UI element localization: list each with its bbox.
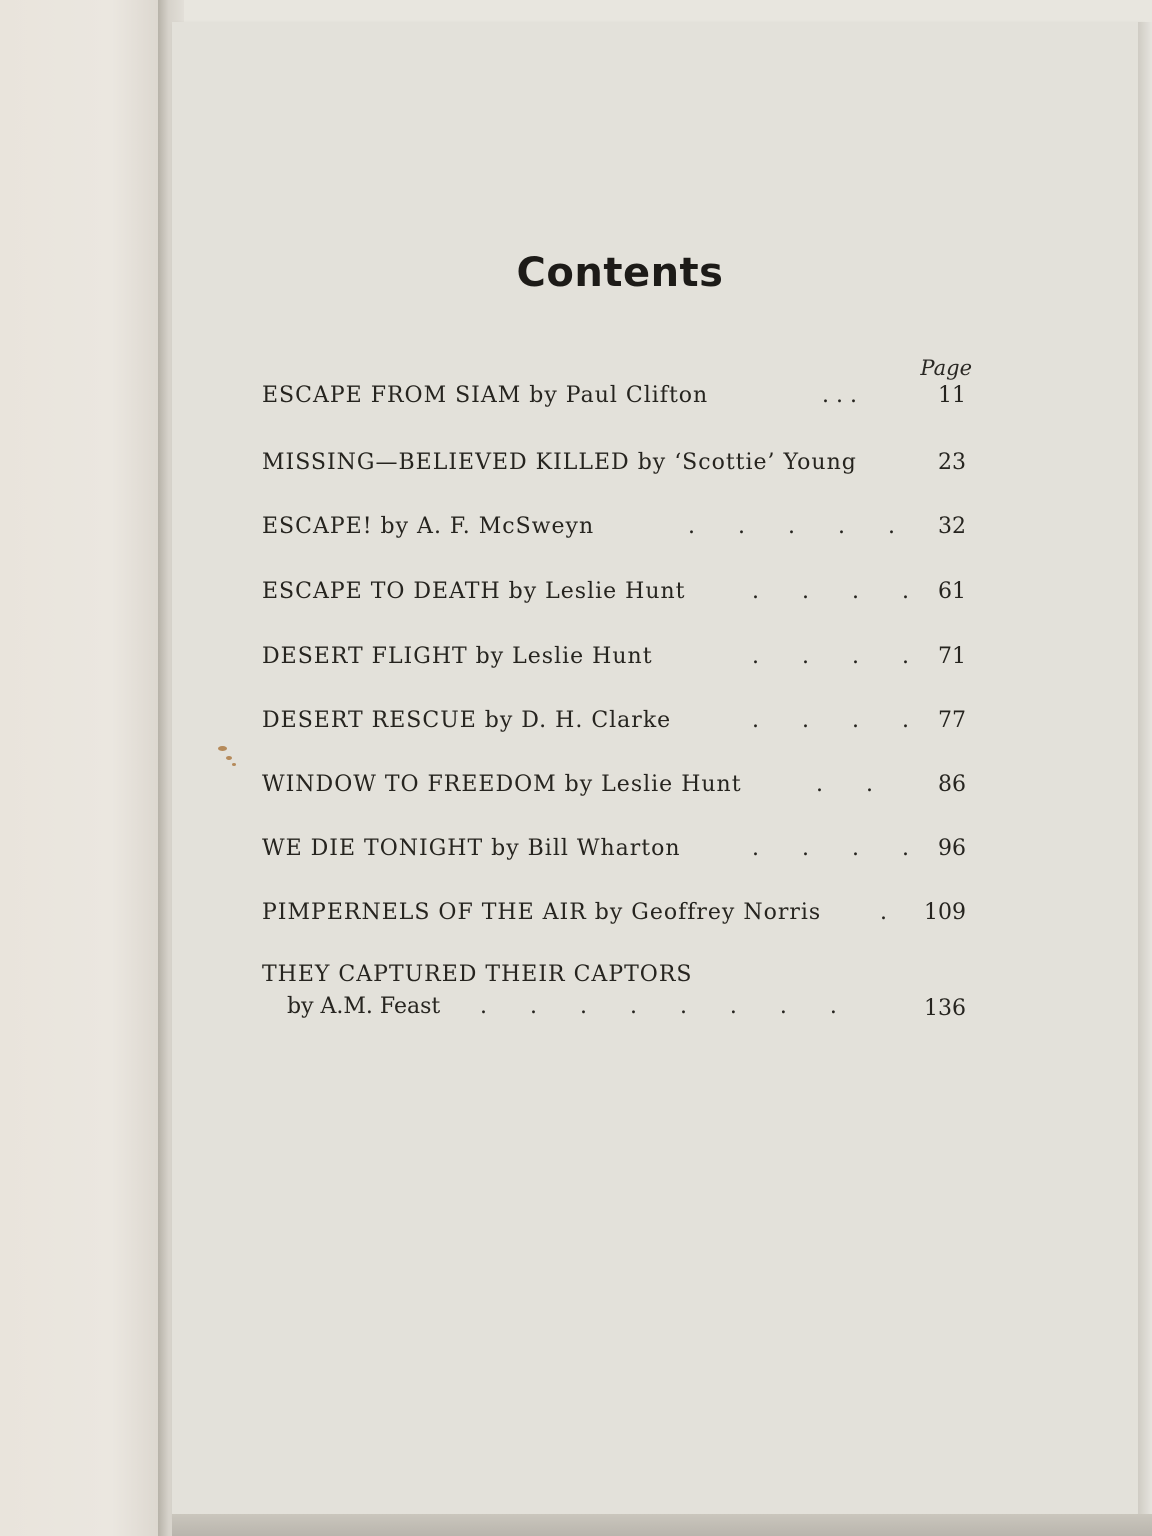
toc-entry: [262, 772, 974, 806]
dot-leader: . .: [816, 772, 873, 797]
dot-leader: . . . . . . . .: [480, 994, 837, 1019]
dot-leader: . . . .: [752, 579, 909, 604]
entry-title: THEY CAPTURED THEIR CAPTORS: [262, 962, 693, 987]
page-bottom-edge: [172, 1514, 1152, 1536]
entry-page-number: 136: [924, 996, 966, 1021]
toc-entry: [262, 514, 974, 548]
entry-page-number: 23: [938, 450, 966, 475]
entry-page-number: 96: [938, 836, 966, 861]
dot-leader: . . . .: [752, 836, 909, 861]
entry-title: WINDOW TO FREEDOM by Leslie Hunt: [262, 772, 742, 797]
toc-entry: [262, 900, 974, 934]
entry-title: ESCAPE! by A. F. McSweyn: [262, 514, 595, 539]
dot-leader: . . . .: [752, 644, 909, 669]
entry-title: DESERT RESCUE by D. H. Clarke: [262, 708, 672, 733]
entry-page-number: 61: [938, 579, 966, 604]
foxing-spot: [232, 763, 236, 766]
entry-title: DESERT FLIGHT by Leslie Hunt: [262, 644, 653, 669]
toc-entry: [262, 644, 974, 678]
dot-leader: . . . .: [752, 708, 909, 733]
page-edge: [1138, 22, 1152, 1522]
entry-title: ESCAPE TO DEATH by Leslie Hunt: [262, 579, 686, 604]
page-column-label: Page: [920, 356, 972, 380]
toc-entry: [262, 962, 974, 1032]
toc-entry: [262, 383, 974, 417]
entry-title: PIMPERNELS OF THE AIR by Geoffrey Norris: [262, 900, 822, 925]
foxing-spot: [226, 756, 232, 760]
right-page: [172, 22, 1142, 1518]
entry-page-number: 77: [938, 708, 966, 733]
toc-entry: [262, 708, 974, 742]
entry-title: ESCAPE FROM SIAM by Paul Clifton: [262, 383, 709, 408]
contents-heading: Contents: [516, 250, 724, 296]
dot-leader: .: [880, 900, 887, 925]
entry-page-number: 32: [938, 514, 966, 539]
entry-page-number: 11: [938, 383, 966, 408]
foxing-spot: [218, 746, 227, 751]
dot-leader: . . .: [822, 383, 857, 408]
entry-author-line: by A.M. Feast: [287, 994, 441, 1019]
toc-entry: [262, 579, 974, 613]
entry-title: WE DIE TONIGHT by Bill Wharton: [262, 836, 681, 861]
entry-page-number: 109: [924, 900, 966, 925]
left-page: [0, 0, 160, 1536]
dot-leader: . . . . .: [688, 514, 895, 539]
entry-page-number: 86: [938, 772, 966, 797]
toc-entry: [262, 836, 974, 870]
entry-title: MISSING—BELIEVED KILLED by ‘Scottie’ Young: [262, 450, 857, 475]
toc-entry: [262, 450, 974, 484]
entry-page-number: 71: [938, 644, 966, 669]
